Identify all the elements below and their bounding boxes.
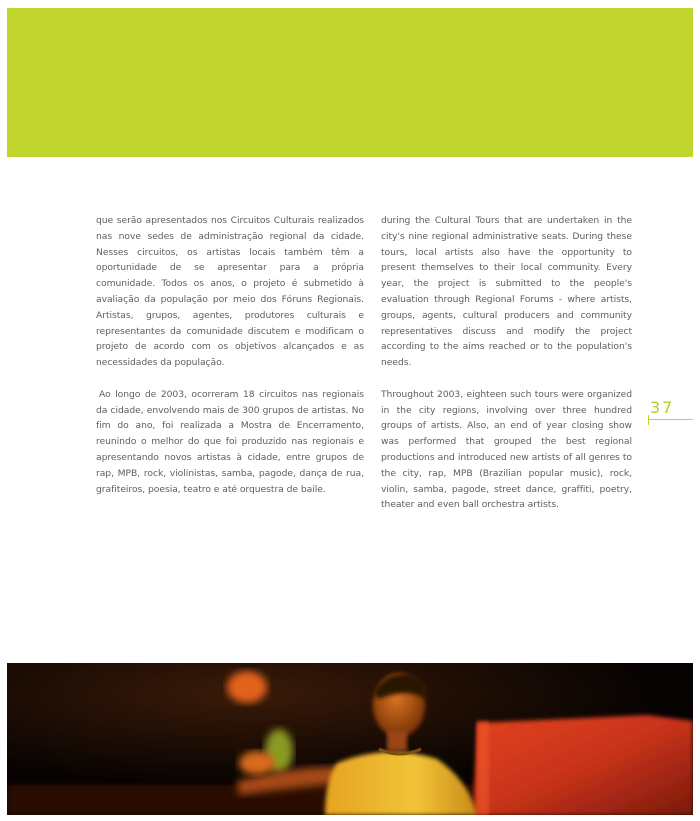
english-text-column <box>381 213 632 529</box>
header-color-band <box>7 8 693 157</box>
performer-photo-illustration <box>7 663 693 815</box>
english-paragraph-2: Throughout 2003, eighteen such tours were organized in the city regions, involving over three hundred groups of artists. Also, an end of year closing show was performed that grouped the best regional productions and introduced new artists of all genres to the city, rap, MPB (Brazilian popular music), rock, violin, samba, pagode, street dance, graffiti, poetry, theater and even ball orchestra artists. <box>381 388 632 511</box>
portuguese-paragraph-1: que serão apresentados nos Circuitos Culturais realizados nas nove sedes de administração regional da cidade. Nesses circuitos, os artistas locais também têm a oportunidade de se apresentar para a própria comunidade. Todos os anos, o projeto é submetido à avaliação da população por meio dos Fóruns Regionais. Artistas, grupos, agentes, produtores culturais e representantes da comunidade discutem e modificam o projeto de acordo com os objetivos alcançados e as necessidades da população. <box>96 215 364 369</box>
portuguese-text-column <box>96 213 364 513</box>
english-paragraph-1: during the Cultural Tours that are undertaken in the city's nine regional administrative seats. During these tours, local artists also have the opportunity to present themselves to their local community. Every year, the project is submitted to the people's evaluation through Regional Forums - where artists, groups, agents, cultural producers and community representatives discuss and modify the project according to the aims reached or to the population's needs. <box>381 215 632 369</box>
portuguese-paragraph-2: Ao longo de 2003, ocorreram 18 circuitos nas regionais da cidade, envolvendo mais de 300 grupos de artistas. No fim do ano, foi realizada a Mostra de Encerramento, reunindo o melhor do que foi produzido nas regionais e apresentando novos artistas à cidade, entre grupos de rap, MPB, rock, violinistas, samba, pagode, dança de rua, grafiteiros, poesia, teatro e até orquestra de baile. <box>96 388 364 495</box>
page-number-tick <box>648 415 649 425</box>
performer-photo <box>7 663 693 815</box>
page-number-rule <box>648 419 693 420</box>
page-number: 37 <box>650 398 675 417</box>
